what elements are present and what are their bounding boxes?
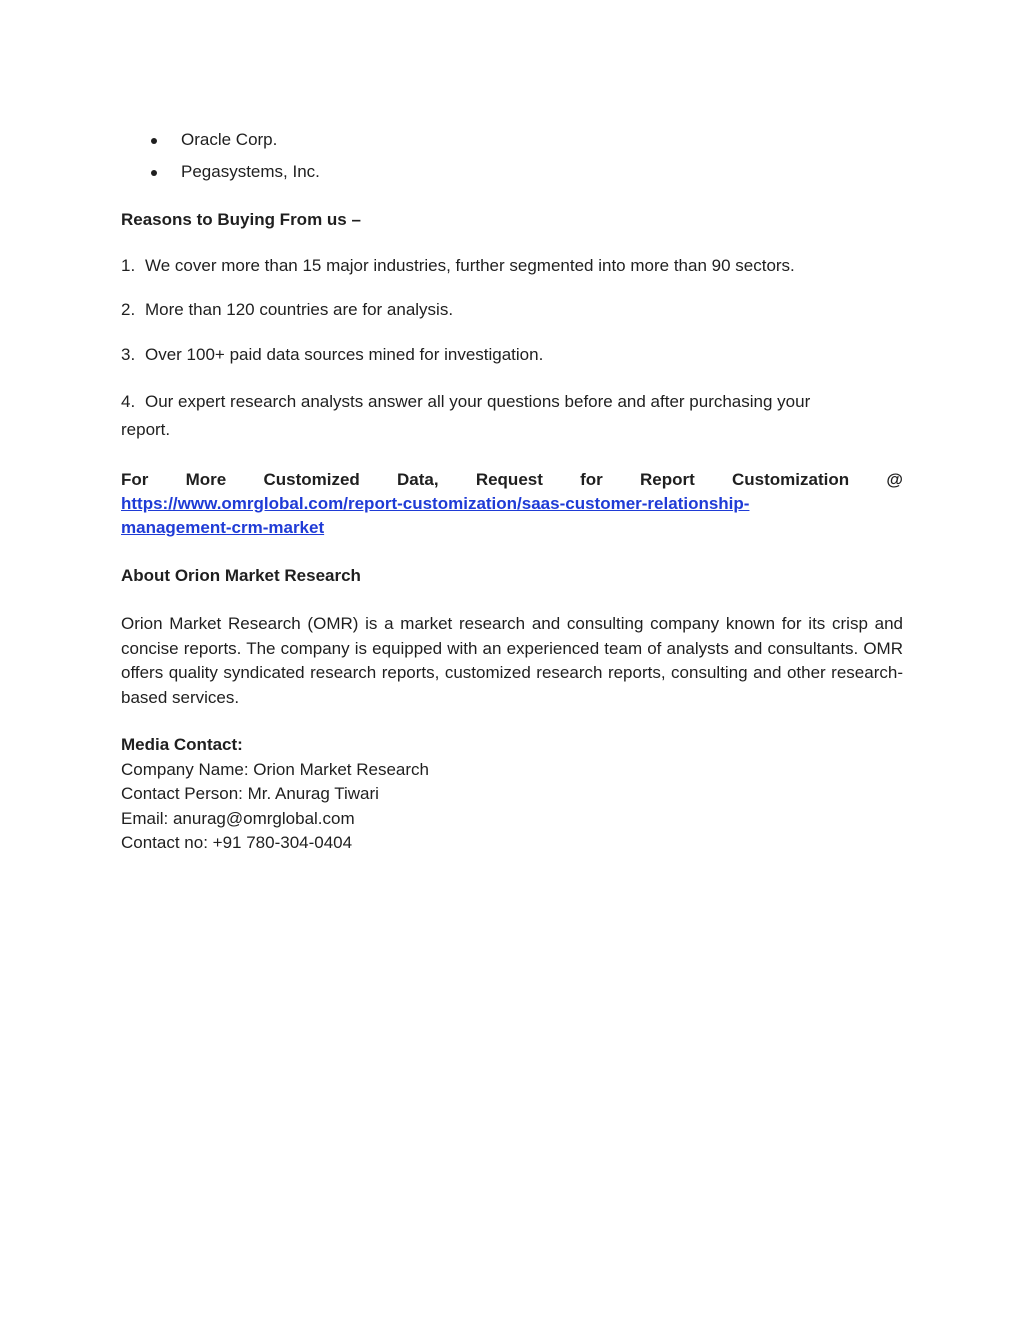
about-paragraph: Orion Market Research (OMR) is a market research and consulting company known for its crisp and concise reports. The company is equipped with an experienced team of analysts and consultants. OMR offers quality syndicated research reports, customized research reports, consulting and other research-based services. xyxy=(121,614,903,707)
reason-item xyxy=(121,343,903,367)
reason-number: 4. xyxy=(121,392,136,411)
reason-text: Over 100+ paid data sources mined for investigation. xyxy=(145,345,544,364)
cta-word: Data, xyxy=(397,470,439,489)
reason-text-continued: report. xyxy=(121,420,171,439)
bullet-icon xyxy=(151,138,157,144)
reason-text: Our expert research analysts answer all your questions before and after purchasing your xyxy=(145,392,811,411)
reason-number: 3. xyxy=(121,345,136,364)
customization-link[interactable] xyxy=(121,492,821,540)
customization-link-line1: https://www.omrglobal.com/report-customization/saas-customer-relationship- xyxy=(121,494,750,513)
customization-request xyxy=(121,468,903,540)
reason-item xyxy=(121,254,903,278)
cta-word: Report xyxy=(640,470,695,489)
customization-link-line2: management-crm-market xyxy=(121,518,325,537)
contact-phone: Contact no: +91 780-304-0404 xyxy=(121,833,353,852)
cta-word: More xyxy=(185,470,227,489)
reason-text: We cover more than 15 major industries, further segmented into more than 90 sectors. xyxy=(145,256,795,275)
cta-word: For xyxy=(121,470,149,489)
list-item xyxy=(121,128,320,160)
list-item xyxy=(121,160,320,192)
reason-number: 1. xyxy=(121,256,136,275)
about-heading: About Orion Market Research xyxy=(121,566,361,585)
contact-email: Email: anurag@omrglobal.com xyxy=(121,808,355,828)
reason-item xyxy=(121,388,903,444)
reason-text: More than 120 countries are for analysis. xyxy=(145,300,454,319)
cta-word: Customization xyxy=(732,470,850,489)
media-contact-heading: Media Contact: xyxy=(121,735,243,754)
cta-word: for xyxy=(580,470,603,489)
cta-word: Request xyxy=(475,470,543,489)
contact-person: Contact Person: Mr. Anurag Tiwari xyxy=(121,784,379,803)
reason-item xyxy=(121,298,903,322)
media-contact xyxy=(121,733,521,856)
cta-word: @ xyxy=(886,470,903,489)
company-name: Pegasystems, Inc. xyxy=(181,162,320,181)
reasons-heading: Reasons to Buying From us – xyxy=(121,210,361,229)
cta-word: Customized xyxy=(263,470,360,489)
reason-number: 2. xyxy=(121,300,136,319)
customization-request-text xyxy=(121,468,903,492)
contact-company: Company Name: Orion Market Research xyxy=(121,759,430,779)
company-list xyxy=(121,128,320,192)
company-name: Oracle Corp. xyxy=(181,130,278,149)
bullet-icon xyxy=(151,170,157,176)
